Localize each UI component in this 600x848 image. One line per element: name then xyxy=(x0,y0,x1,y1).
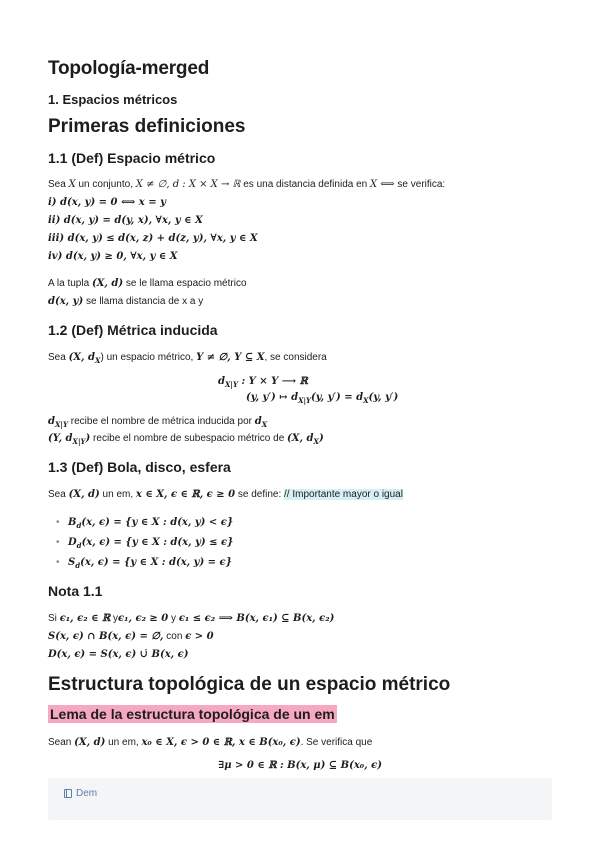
dem-callout[interactable] xyxy=(48,778,552,820)
lema-intro: Sean (X, d) un em, x₀ ∈ X, ϵ > 0 ∈ ℝ, x ∈ B(x₀, ϵ). Se verifica que xyxy=(48,737,373,748)
estructura-heading: Estructura topológica de un espacio métrico xyxy=(48,674,451,695)
dem-label: Dem xyxy=(76,788,98,799)
section-heading-1: 1. Espacios métricos xyxy=(48,92,178,107)
nota-line1: Si ϵ₁, ϵ₂ ∈ ℝ yϵ₁, ϵ₂ ≥ 0 y ϵ₁ ≤ ϵ₂ ⟹ B(x, ϵ₁) ⊆ B(x, ϵ₂) xyxy=(48,613,335,624)
def11-distancia: d(x, y) se llama distancia de x a y xyxy=(48,296,204,307)
def13-heading: 1.3 (Def) Bola, disco, esfera xyxy=(48,459,231,475)
list-item: • $B_d(x$, ϵ) = {y ∈ X : d(x, y) < ϵ} xyxy=(56,517,233,530)
axiom-1: i) d(x, y) = 0 ⟺ x = y xyxy=(48,197,166,208)
book-icon xyxy=(64,789,72,798)
list-item: • $S_d(x$, ϵ) = {y ∈ X : d(x, y) = ϵ} xyxy=(56,557,232,570)
lema-heading: Lema de la estructura topológica de un em xyxy=(50,706,335,722)
nota-line2: S(x, ϵ) ∩ B(x, ϵ) = ∅, con ϵ > 0 xyxy=(48,631,214,642)
nota-line3: D(x, ϵ) = S(x, ϵ) ∪̇ B(x, ϵ) xyxy=(48,649,189,660)
axiom-3: iii) d(x, y) ≤ d(x, z) + d(z, y), ∀x, y ∈ X xyxy=(48,233,258,244)
axiom-2: ii) d(x, y) = d(y, x), ∀x, y ∈ X xyxy=(48,215,203,226)
def11-heading: 1.1 (Def) Espacio métrico xyxy=(48,150,216,166)
dem-toggle[interactable] xyxy=(64,788,97,799)
def11-tupla: A la tupla (X, d) se le llama espacio métrico xyxy=(48,278,247,289)
def13-intro: Sea (X, d) un em, x ∈ X, ϵ ∈ ℝ, ϵ ≥ 0 se define: // Importante mayor o igual xyxy=(48,489,403,500)
def12-eq-line1: $d_{X|Y}$ : Y × Y ⟶ ℝ xyxy=(218,376,308,389)
def12-line1: $d_{X|Y}$ recibe el nombre de métrica inducida por $d_X$ xyxy=(48,416,268,429)
nota-heading: Nota 1.1 xyxy=(48,583,103,599)
list-item: • $D_d(x$, ϵ) = {y ∈ X : d(x, y) ≤ ϵ} xyxy=(56,537,233,550)
def12-intro: Sea (X, $d_X$) un espacio métrico, Y ≠ ∅, Y ⊆ X, se considera xyxy=(48,352,327,365)
axiom-4: iv) d(x, y) ≥ 0, ∀x, y ∈ X xyxy=(48,251,178,262)
def12-heading: 1.2 (Def) Métrica inducida xyxy=(48,322,218,338)
primeras-heading: Primeras definiciones xyxy=(48,116,246,137)
document-title: Topología-merged xyxy=(48,58,210,79)
def12-line2: (Y, $d_{X|Y}$) recibe el nombre de subespacio métrico de (X, $d_X$) xyxy=(48,433,324,446)
important-comment: // Importante mayor o igual xyxy=(284,489,403,500)
def12-eq-line2: (y, y′) ↦ $d_{X|Y}(y$, $y') = d_X(y$, y′) xyxy=(246,392,399,405)
lema-equation: ∃μ > 0 ∈ ℝ : B(x, μ) ⊆ B(x₀, ϵ) xyxy=(218,760,382,771)
def11-intro: Sea X un conjunto, X ≠ ∅, d : X × X → ℝ es una distancia definida en X ⟺ se verifica: xyxy=(48,179,446,190)
